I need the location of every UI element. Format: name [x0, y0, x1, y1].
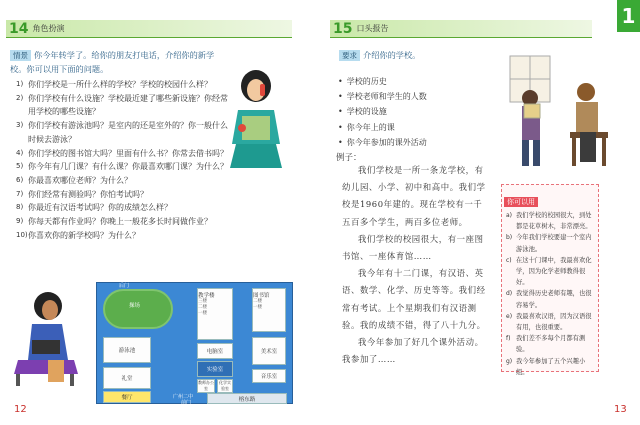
- phrase-item-text: 我们学校的校园很大，到处都是花草树木，非常漂亮。: [516, 212, 592, 231]
- phrase-item: [506, 210, 595, 232]
- question-item-text: 你每天都有作业吗？你晚上一般花多长时间做作业？: [28, 217, 212, 227]
- page-number: 12: [14, 404, 27, 415]
- topic-list: [338, 74, 518, 150]
- topic-item: • 学校的历史: [338, 74, 518, 89]
- instruction: [10, 48, 230, 76]
- computer-room: [197, 343, 233, 359]
- computer-room-label: 电脑室: [206, 349, 224, 355]
- essay-paragraph: 我们学校的校园很大，有一座图书馆、一座体育馆……: [342, 233, 484, 262]
- instruction-text: 你今年转学了。给你的朋友打电话，介绍你的新学校。你可以用下面的问题。: [10, 50, 215, 74]
- useful-phrases-list: [506, 210, 595, 378]
- question-item: [16, 160, 231, 174]
- essay-paragraph: 我今年参加了好几个课外活动。我参加了……: [342, 337, 484, 365]
- phrase-item-number: b): [506, 234, 513, 242]
- instruction-tag: 情景: [10, 50, 31, 61]
- phrase-item: [506, 288, 595, 310]
- lesson-title: 口头报告: [356, 24, 389, 33]
- phrase-item: [506, 356, 595, 378]
- essay-paragraph: 我今年有十二门课，有汉语、英语、数学、化学、历史等等。我们经常有考试。上个星期我们有汉语测验。我的成绩不错，得了八十九分。: [342, 268, 486, 330]
- sports-field: [103, 289, 173, 329]
- floor-2: 二楼: [198, 305, 207, 310]
- lab: [197, 361, 233, 377]
- topic-item: • 学校的设施: [338, 104, 518, 119]
- topic-item: • 你今年上的课: [338, 120, 518, 135]
- question-item-text: 你今年有几门课？有什么课？你最喜欢哪门课？为什么？: [28, 162, 228, 172]
- page-number: 13: [614, 404, 627, 415]
- girl-on-phone-illustration: [228, 66, 284, 170]
- lesson-number: 15: [333, 20, 353, 37]
- question-list: [16, 78, 231, 242]
- question-item-number: 3): [16, 121, 24, 130]
- phrase-item-number: f): [506, 335, 511, 343]
- school-name-label: 广州二中: [173, 394, 194, 400]
- floor-3: 三楼: [198, 299, 207, 304]
- phrase-item: [506, 255, 595, 289]
- question-item: [16, 147, 231, 161]
- phrase-item-number: d): [506, 290, 513, 298]
- chemistry-lab: [217, 379, 233, 393]
- question-item-number: 7): [16, 189, 24, 198]
- question-item-text: 你们学校是一所什么样的学校？学校的校园什么样？: [28, 80, 212, 89]
- school-map: [96, 282, 293, 404]
- question-item: [16, 229, 231, 243]
- phrase-item-number: a): [506, 212, 513, 219]
- unit-tab: 1: [617, 0, 640, 32]
- example-label: 例子：: [336, 153, 362, 163]
- lesson-header: [6, 20, 292, 38]
- question-item-text: 你们学校的图书馆大吗？里面有什么书？你常去借书吗？: [28, 148, 228, 158]
- street: [207, 393, 287, 404]
- lab-label: 实验室: [206, 367, 224, 373]
- phrase-item-text: 今年我们学校要建一个室内游泳池。: [516, 234, 592, 253]
- chemistry-lab-label: 化学实验室: [219, 380, 231, 391]
- phrase-item-text: 在这十门课中，我最喜欢化学，因为化学老师教得很好。: [516, 256, 592, 287]
- instruction-tag: 要求: [339, 50, 360, 61]
- right-page: [320, 0, 640, 425]
- classroom-building-label: 教学楼: [198, 293, 215, 299]
- auditorium: [103, 367, 151, 389]
- art-room-label: 美术室: [260, 349, 278, 355]
- question-item-text: 你们经常有测验吗？你怕考试吗？: [28, 189, 148, 199]
- question-item: [16, 78, 231, 92]
- library-building: [252, 288, 286, 332]
- music-room: [252, 369, 286, 383]
- useful-phrases-title: 你可以用: [504, 197, 538, 207]
- phrase-item-text: 我今年参加了五个兴趣小组。: [516, 357, 586, 376]
- question-item: [16, 215, 231, 229]
- lesson-header: [330, 20, 592, 38]
- lesson-number: 14: [9, 20, 29, 37]
- library-floor-2: 二楼: [253, 299, 262, 304]
- question-item-number: 2): [16, 93, 24, 102]
- question-item-text: 你最喜欢哪位老师？为什么？: [28, 175, 132, 185]
- useful-phrases-box: [501, 184, 599, 376]
- question-item-number: 4): [16, 148, 24, 157]
- question-item-number: 6): [16, 175, 24, 184]
- question-item: [16, 92, 231, 119]
- question-item-text: 你喜欢你的新学校吗？为什么？: [28, 230, 140, 240]
- phrase-item-text: 我最喜欢汉语，因为汉语很有用，也很重要。: [516, 312, 592, 332]
- swimming-pool-label: 游泳池: [118, 348, 136, 354]
- question-item-number: 10): [16, 230, 28, 239]
- canteen: [103, 391, 151, 403]
- example-essay: [342, 162, 490, 368]
- question-item-number: 8): [16, 203, 24, 212]
- question-item: [16, 201, 231, 215]
- floor-1: 一楼: [198, 311, 207, 316]
- question-item-number: 9): [16, 217, 24, 226]
- students-illustration: [500, 52, 620, 170]
- instruction-text: 介绍你的学校。: [363, 50, 421, 60]
- art-room: [252, 337, 286, 365]
- phrase-item: [506, 311, 595, 333]
- essay-paragraph: 我们学校是一所一条龙学校，有幼儿园、小学、初中和高中。我们学校是1960年建的。现在学校有一千五百多个学生，两百多位老师。: [342, 165, 486, 227]
- question-item-text: 你们学校有什么设施？学校最近建了哪些新设施？你经常用学校的哪些设施？: [28, 93, 228, 117]
- phrase-item-text: 我觉得历史老师有趣，也很容易学。: [516, 290, 592, 309]
- question-item: [16, 174, 231, 188]
- sports-field-label: 操场: [129, 303, 141, 309]
- question-item: [16, 119, 231, 146]
- phrase-item: [506, 232, 595, 254]
- question-item-number: 1): [16, 80, 24, 88]
- question-item-number: 5): [16, 162, 24, 171]
- music-room-label: 音乐室: [260, 374, 278, 380]
- phrase-item-number: g): [506, 357, 513, 365]
- library-floor-1: 一楼: [253, 305, 262, 310]
- girl-with-laptop-illustration: [8, 290, 84, 386]
- phrase-item-number: c): [506, 256, 512, 264]
- question-item-text: 你最近有汉语考试吗？你的成绩怎么样？: [28, 203, 172, 213]
- teachers-office: [197, 379, 215, 393]
- question-item: [16, 188, 231, 202]
- phrase-item: [506, 333, 595, 355]
- street-label: 榕东路: [238, 396, 256, 403]
- back-gate-label: 后门: [119, 283, 130, 289]
- phrase-item-text: 我们差不多每个月都有测验。: [516, 335, 586, 354]
- canteen-label: 餐厅: [121, 395, 133, 401]
- topic-item: • 你今年参加的课外活动: [338, 135, 518, 150]
- library-label: 图书馆: [253, 293, 270, 299]
- topic-item: • 学校老师和学生的人数: [338, 89, 518, 104]
- phrase-item-number: e): [506, 312, 513, 320]
- classroom-building: [197, 288, 233, 340]
- auditorium-label: 礼堂: [121, 376, 133, 382]
- swimming-pool: [103, 337, 151, 363]
- teachers-office-label: 教师办公室: [198, 380, 214, 391]
- lesson-title: 角色扮演: [32, 24, 65, 33]
- front-gate-label: 前门: [181, 400, 192, 406]
- question-item-text: 你们学校有游泳池吗？是室内的还是室外的？你一般什么时候去游泳？: [28, 121, 228, 144]
